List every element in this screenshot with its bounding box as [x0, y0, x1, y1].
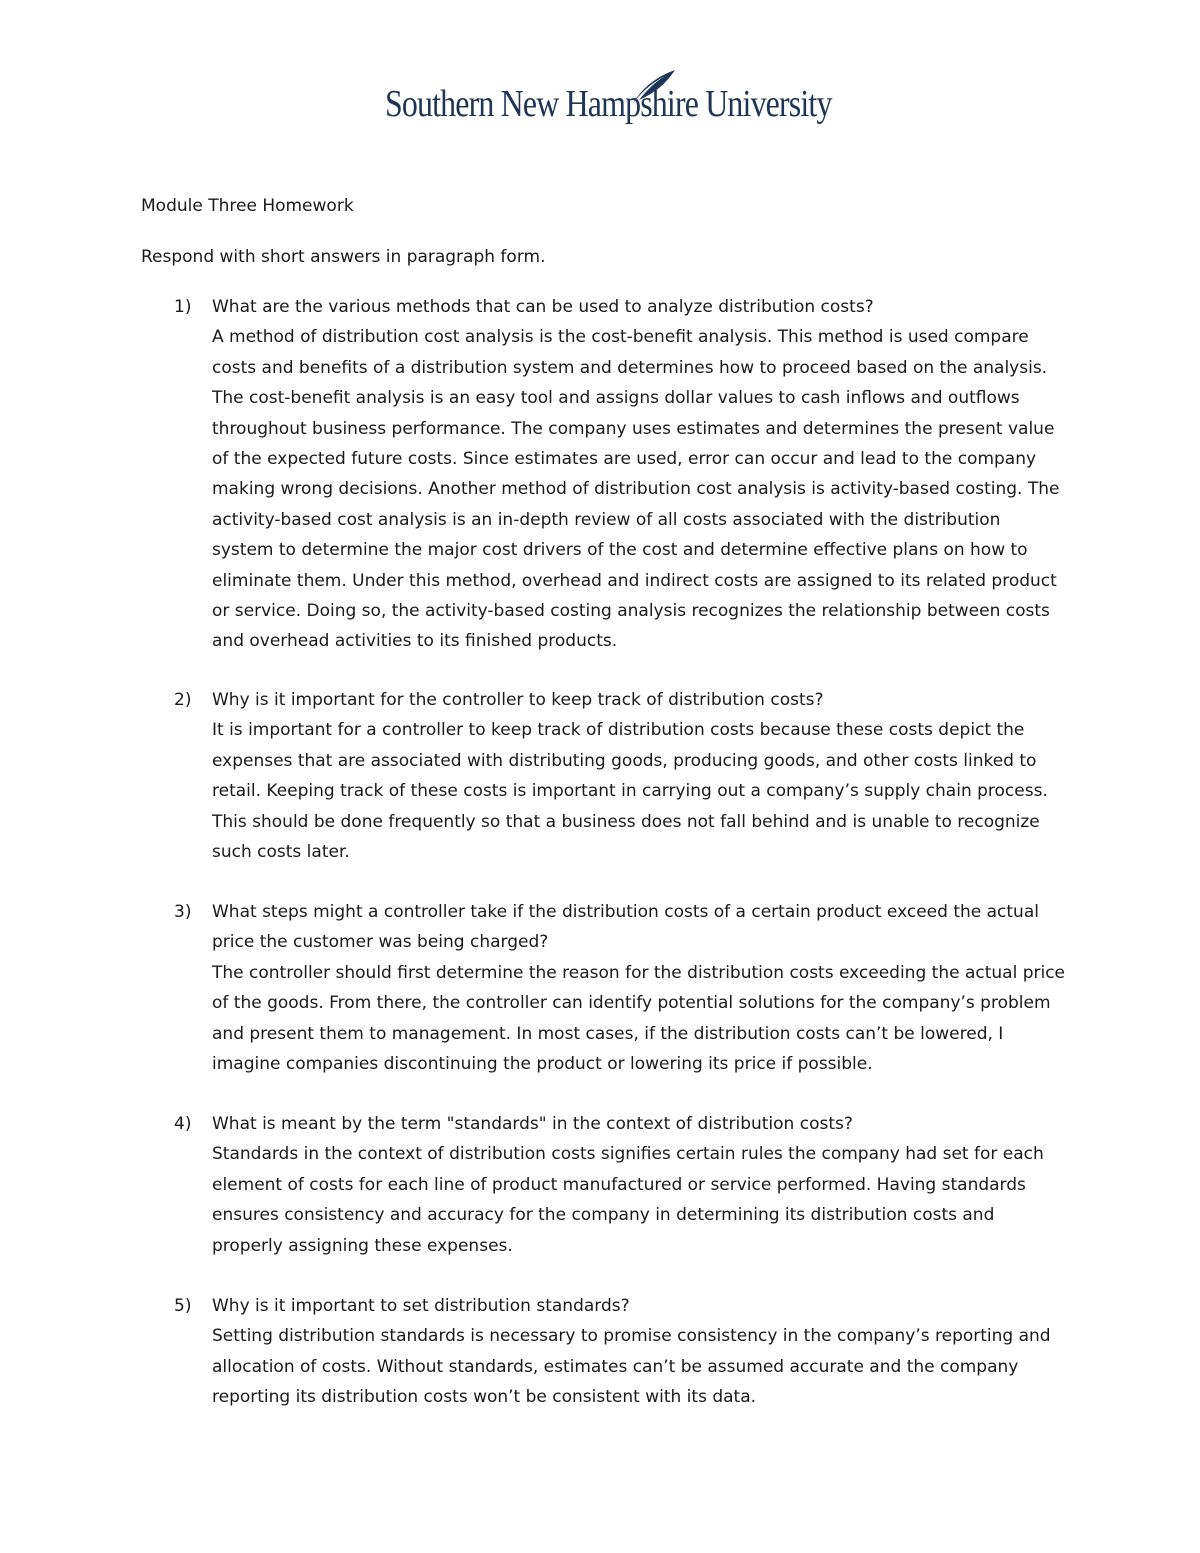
- question-text: Why is it important for the controller to keep track of distribution costs?: [212, 690, 824, 710]
- question-text: Why is it important to set distribution standards?: [212, 1296, 630, 1316]
- item-number: 1): [174, 297, 192, 317]
- question-text: What is meant by the term "standards" in the context of distribution costs?: [212, 1114, 853, 1134]
- answer-text: Standards in the context of distribution costs signifies certain rules the company had set for each element of costs for each line of product manufactured or service performed. Having standards ensures consistency and accuracy for the company in determining its distribution costs and properly assigning these expenses.: [212, 1144, 1044, 1256]
- document-title: Module Three Homework: [141, 196, 354, 216]
- item-number: 2): [174, 690, 192, 710]
- item-number: 5): [174, 1296, 192, 1316]
- answer-text: Setting distribution standards is necessary to promise consistency in the company’s reporting and allocation of costs. Without standards, estimates can’t be assumed accurate and the company reporting its distribution costs won’t be consistent with its data.: [212, 1326, 1051, 1408]
- answer-text: A method of distribution cost analysis is the cost-benefit analysis. This method is used compare costs and benefits of a distribution system and determines how to proceed based on the analysis. The cost-benefit analysis is an easy tool and assigns dollar values to cash inflows and outflows throughout business performance. The company uses estimates and determines the present value of the expected future costs. Since estimates are used, error can occur and lead to the company making wrong decisions. Another method of distribution cost analysis is activity-based costing. The activity-based cost analysis is an in-depth review of all costs associated with the distribution system to determine the major cost drivers of the cost and determine effective plans on how to eliminate them. Under this method, overhead and indirect costs are assigned to its related product or service. Doing so, the activity-based costing analysis recognizes the relationship between costs and overhead activities to its finished products.: [212, 327, 1060, 652]
- instructions-text: Respond with short answers in paragraph form.: [141, 247, 546, 267]
- question-text: What steps might a controller take if the distribution costs of a certain product exceed the actual price the customer was being charged?: [212, 902, 1039, 953]
- qa-item-1: [141, 292, 1066, 657]
- university-logo: [385, 68, 832, 140]
- qa-item-2: [141, 685, 1066, 867]
- qa-item-3: [141, 897, 1066, 1079]
- question-text: What are the various methods that can be used to analyze distribution costs?: [212, 297, 874, 317]
- answer-text: The controller should first determine the reason for the distribution costs exceeding the actual price of the goods. From there, the controller can identify potential solutions for the company’s problem and present them to management. In most cases, if the distribution costs can’t be lowered, I imagine companies discontinuing the product or lowering its price if possible.: [212, 962, 1066, 1075]
- logo-wordmark: Southern New Hampshire University: [385, 83, 832, 125]
- qa-item-5: [141, 1291, 1066, 1413]
- answer-text: It is important for a controller to keep track of distribution costs because these costs depict the expenses that are associated with distributing goods, producing goods, and other costs linked to retail. Keeping track of these costs is important in carrying out a company’s supply chain process. This should be done frequently so that a business does not fall behind and is unable to recognize such costs later.: [212, 720, 1048, 863]
- qa-item-4: [141, 1109, 1066, 1261]
- item-number: 3): [174, 902, 192, 922]
- item-number: 4): [174, 1114, 192, 1134]
